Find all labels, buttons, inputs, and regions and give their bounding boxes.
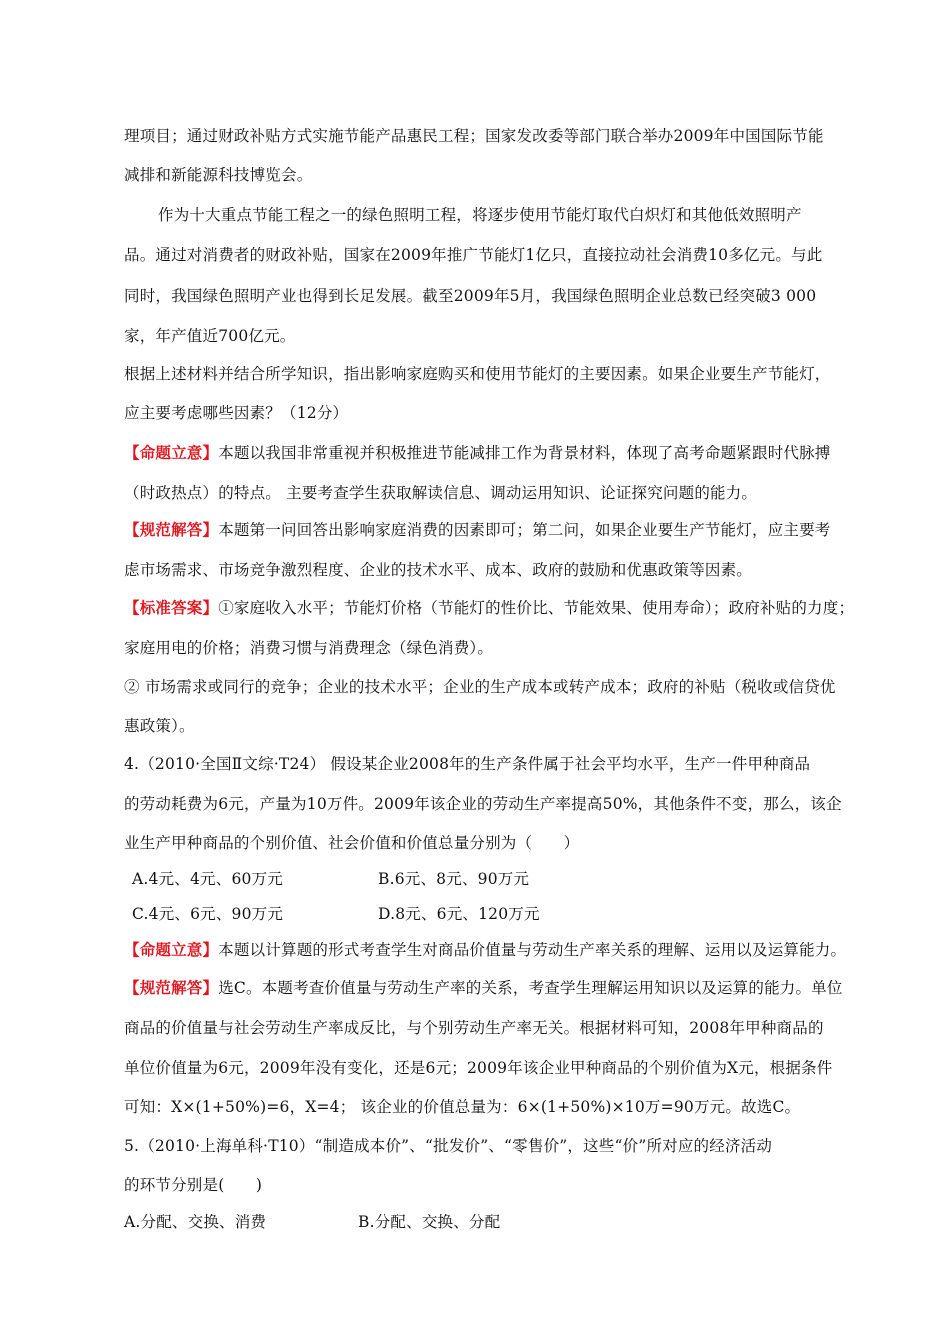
q4-solution-line-2: 商品的价值量与社会劳动生产率成反比，与个别劳动生产率无关。根据材料可知，2008年甲种商品的 — [124, 1019, 824, 1037]
q3-answer-line-3: ② 市场需求或同行的竞争；企业的技术水平；企业的生产成本或转产成本；政府的补贴（税收或信贷优 — [124, 678, 836, 696]
question4-line-2: 的劳动耗费为6元，产量为10万件。2009年该企业的劳动生产率提高50%，其他条件不变，那么，该企 — [124, 795, 842, 813]
q3-solution-line-2: 虑市场需求、市场竞争激烈程度、企业的技术水平、成本、政府的鼓励和优惠政策等因素。 — [124, 561, 753, 579]
question3-line-2: 应主要考虑哪些因素？（12分） — [124, 404, 349, 422]
q4-intent-line-1 — [124, 940, 846, 960]
solution-tag: 【规范解答】 — [124, 978, 219, 997]
q4-intent-text: 本题以计算题的形式考查学生对商品价值量与劳动生产率关系的理解、运用以及运算能力。 — [218, 941, 847, 959]
q3-solution-text: 本题第一问回答出影响家庭消费的因素即可；第二问，如果企业要生产节能灯，应主要考 — [218, 521, 831, 539]
q4-solution-line-4: 可知：X×(1+50%)=6，X=4； 该企业的价值总量为：6×(1+50%)×10万=90万元。故选C。 — [124, 1098, 801, 1116]
q3-solution-line-1 — [124, 520, 831, 540]
intent-tag: 【命题立意】 — [124, 443, 219, 462]
question5-line-2: 的环节分别是( ) — [124, 1176, 263, 1194]
q4-solution-text: 选C。本题考查价值量与劳动生产率的关系，考查学生理解运用知识以及运算的能力。单位 — [218, 979, 843, 997]
q3-answer-text: ①家庭收入水平；节能灯价格（节能灯的性价比、节能效果、使用寿命）；政府补贴的力度； — [218, 599, 855, 617]
q4-solution-line-1 — [124, 978, 843, 998]
intro-line-2: 减排和新能源科技博览会。 — [124, 166, 313, 184]
solution-tag: 【规范解答】 — [124, 520, 219, 539]
q3-intent-line-1 — [124, 443, 831, 463]
q4-option-a: A.4元、4元、60万元 — [132, 870, 283, 888]
q5-option-a: A.分配、交换、消费 — [124, 1213, 267, 1231]
q3-intent-line-2: （时政热点）的特点。 主要考查学生获取解读信息、调动运用知识、论证探究问题的能力。 — [124, 484, 758, 502]
para2-line-3: 同时，我国绿色照明产业也得到长足发展。截至2009年5月，我国绿色照明企业总数已经突破3 000 — [124, 287, 817, 305]
q4-option-b: B.6元、8元、90万元 — [378, 870, 530, 888]
intro-line-1: 理项目；通过财政补贴方式实施节能产品惠民工程；国家发改委等部门联合举办2009年中国国际节能 — [124, 127, 824, 145]
q4-solution-line-3: 单位价值量为6元，2009年没有变化，还是6元；2009年该企业甲种商品的个别价值为X元，根据条件 — [124, 1059, 833, 1077]
question4-line-3: 业生产甲种商品的个别价值、社会价值和价值总量分别为（ ） — [124, 834, 580, 852]
para2-line-4: 家，年产值近700亿元。 — [124, 327, 296, 345]
answer-tag: 【标准答案】 — [124, 598, 219, 617]
q4-option-d: D.8元、6元、120万元 — [378, 905, 540, 923]
question5-line-1: 5.（2010·上海单科·T10）“制造成本价”、“批发价”、“零售价”，这些“价”所对应的经济活动 — [124, 1137, 773, 1155]
q5-option-b: B.分配、交换、分配 — [358, 1213, 501, 1231]
q3-answer-line-1 — [124, 598, 854, 618]
q3-answer-line-2: 家庭用电的价格；消费习惯与消费理念（绿色消费）。 — [124, 639, 494, 657]
question3-line-1: 根据上述材料并结合所学知识，指出影响家庭购买和使用节能灯的主要因素。如果企业要生产节能灯， — [124, 365, 831, 383]
para2-line-2: 品。通过对消费者的财政补贴，国家在2009年推广节能灯1亿只，直接拉动社会消费10多亿元。与此 — [124, 246, 823, 264]
intent-tag: 【命题立意】 — [124, 940, 219, 959]
q4-option-c: C.4元、6元、90万元 — [132, 905, 284, 923]
q3-intent-text: 本题以我国非常重视并积极推进节能减排工作为背景材料，体现了高考命题紧跟时代脉搏 — [218, 444, 831, 462]
question4-line-1: 4.（2010·全国Ⅱ文综·T24） 假设某企业2008年的生产条件属于社会平均水平，生产一件甲种商品 — [124, 755, 811, 773]
para2-line-1: 作为十大重点节能工程之一的绿色照明工程，将逐步使用节能灯取代白炽灯和其他低效照明产 — [158, 206, 802, 224]
q3-answer-line-4: 惠政策）。 — [124, 717, 195, 735]
